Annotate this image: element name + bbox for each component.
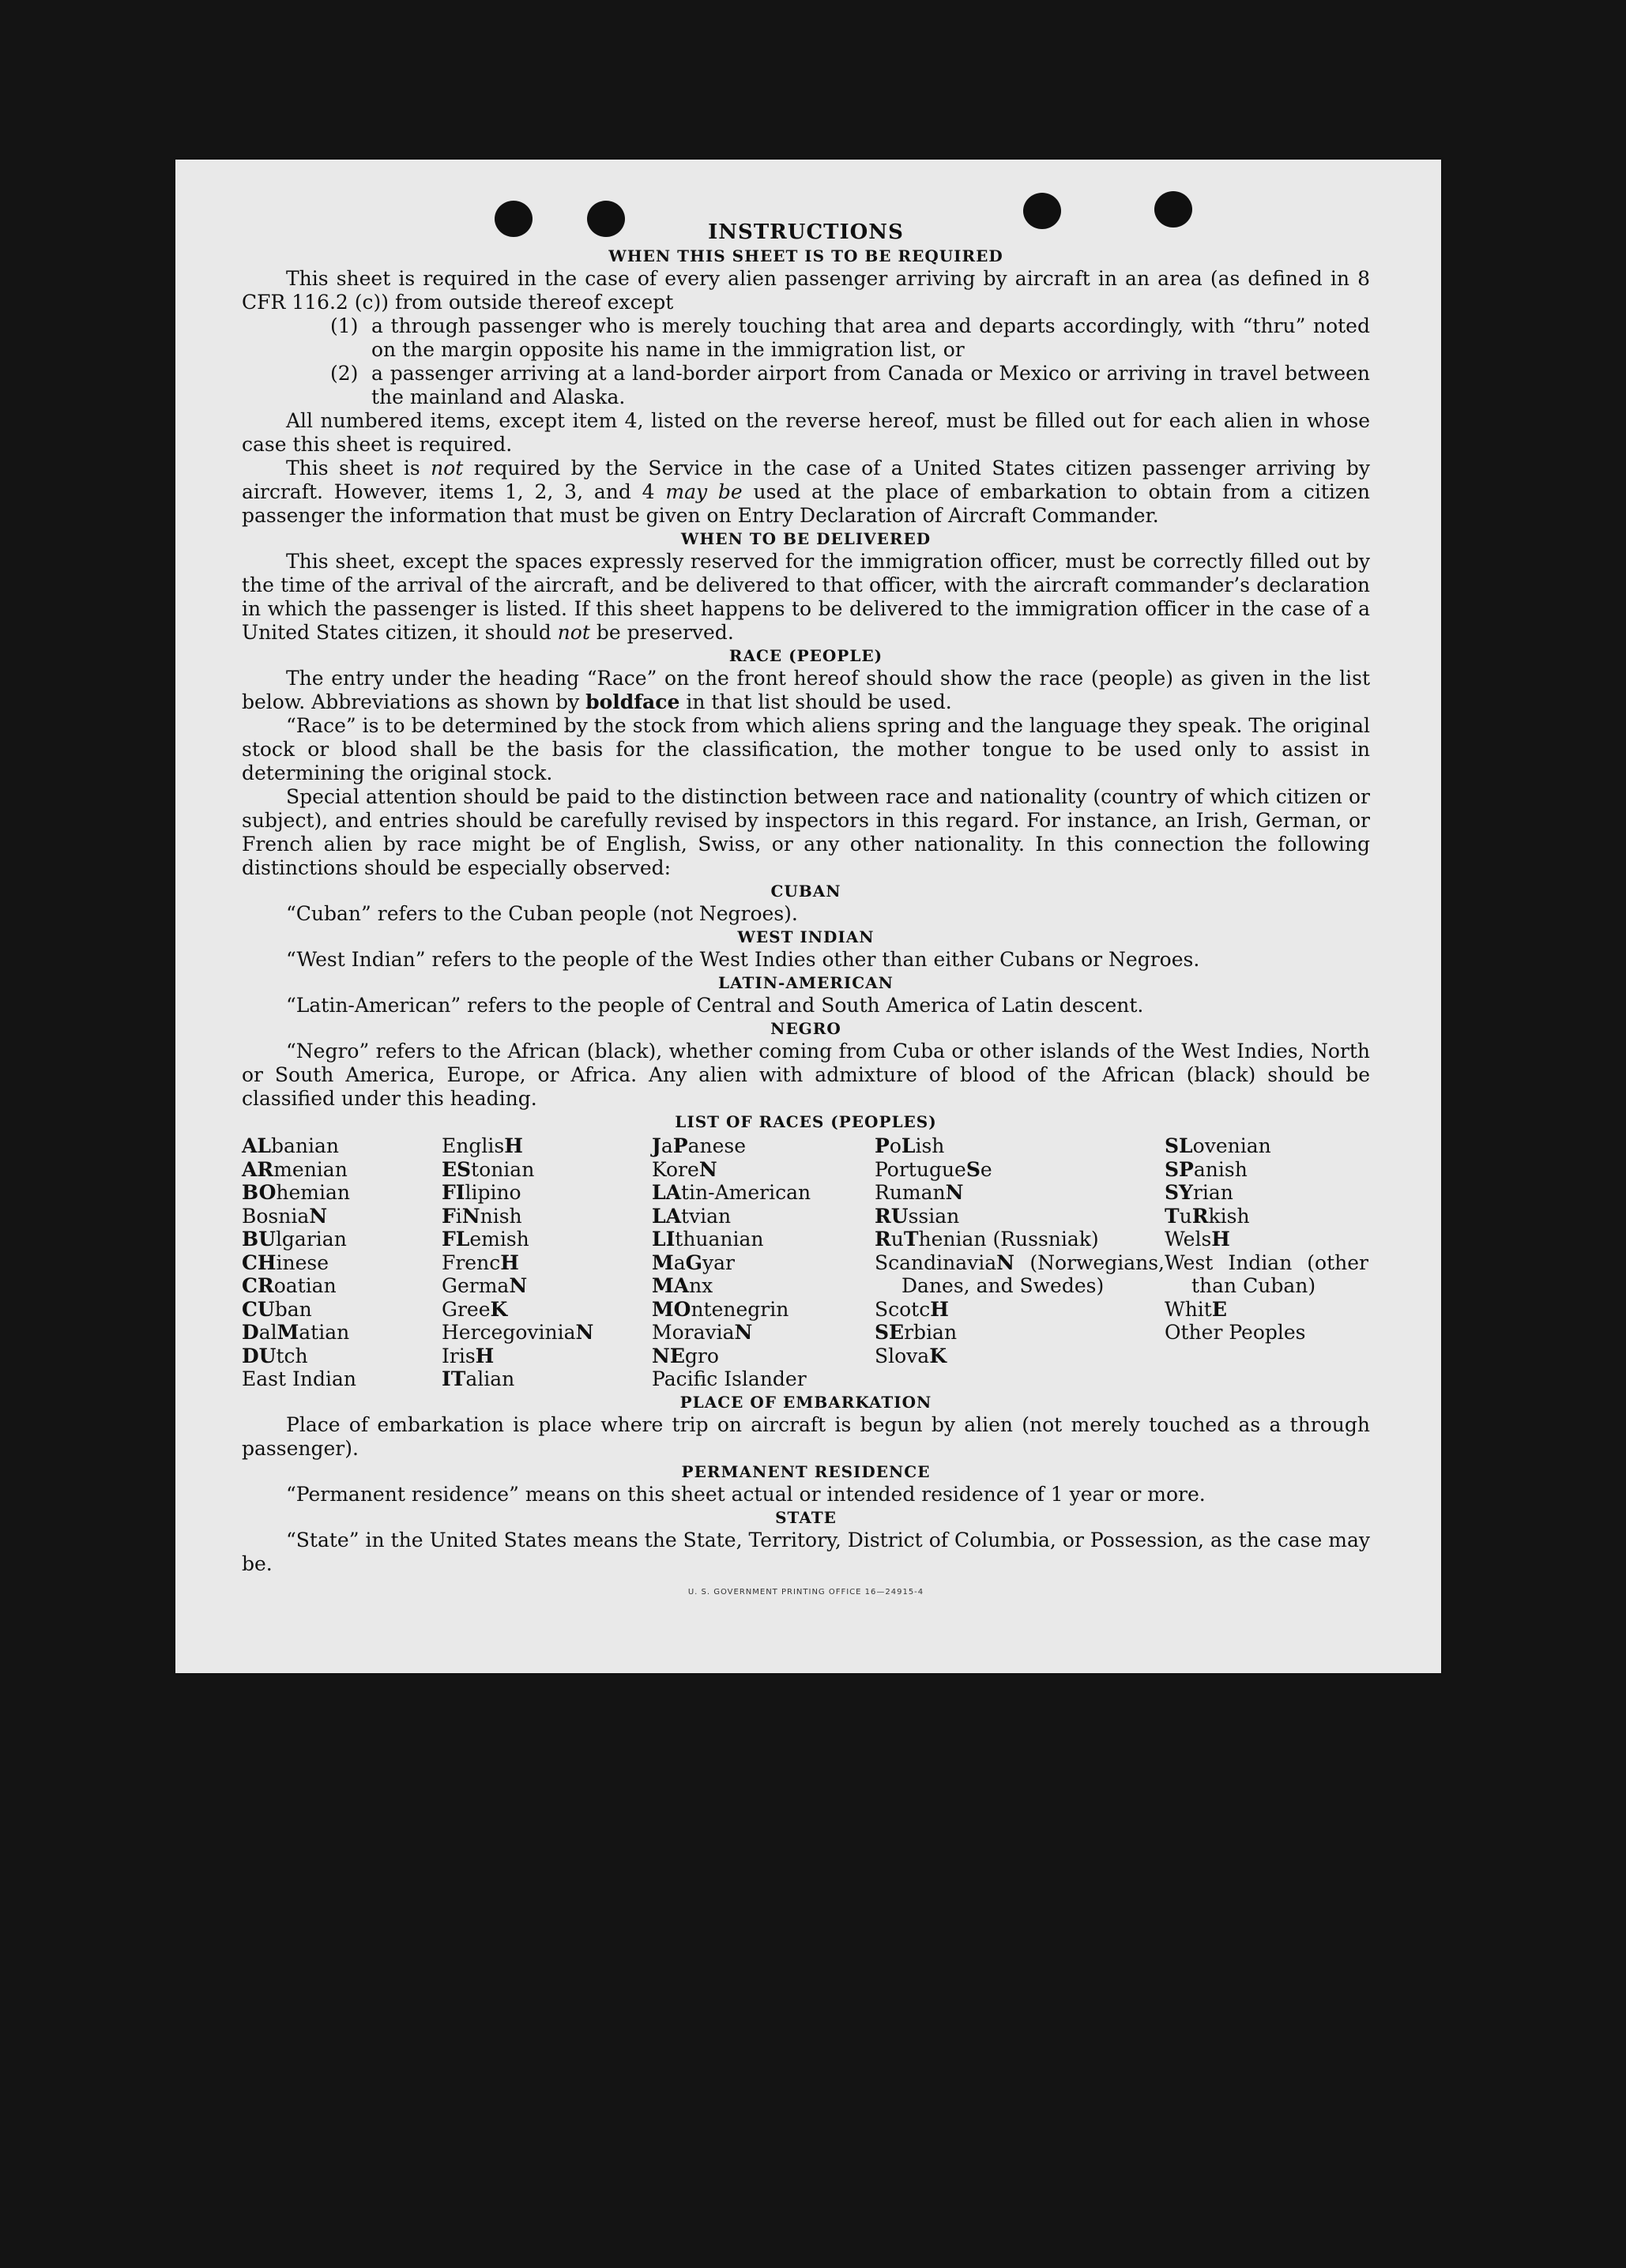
- race-entry: BosniaN: [242, 1204, 328, 1228]
- race-entry: CUban: [242, 1297, 312, 1321]
- page-title: INSTRUCTIONS: [708, 220, 904, 244]
- paragraph: This sheet is not required by the Service in the case of a United States citizen passenger arriving by aircraft. However, items 1, 2, 3, and 4 may be used at the place of embarkation to obtain from a citizen passenger the information that must be given on Entry Declaration of Aircraft Commander.: [242, 457, 1370, 527]
- race-entry: BOhemian: [242, 1181, 350, 1204]
- heading-state: STATE: [775, 1507, 837, 1527]
- paragraph: “Negro” refers to the African (black), whether coming from Cuba or other islands of the West Indies, North or South America, Europe, or Africa. Any alien with admixture of blood of the African (black) should be classified under this heading.: [242, 1040, 1370, 1110]
- paragraph: “Race” is to be determined by the stock from which aliens spring and the language they speak. The original stock or blood shall be the basis for the classification, the mother tongue to be used only to assist in determining the original stock.: [242, 714, 1370, 784]
- heading-embarkation: PLACE OF EMBARKATION: [679, 1392, 932, 1412]
- paragraph: Place of embarkation is place where trip on aircraft is begun by alien (not merely touched as a through passenger).: [242, 1412, 1370, 1460]
- race-entry: East Indian: [242, 1367, 356, 1390]
- paragraph: The entry under the heading “Race” on the front hereof should show the race (people) as given in the list below. Abbreviations as shown by boldface in that list should be used.: [242, 667, 1370, 713]
- race-entry: FiNnish: [442, 1204, 522, 1228]
- race-entry: LAtin-American: [652, 1181, 811, 1204]
- heading-list-of-races: LIST OF RACES (PEOPLES): [675, 1112, 937, 1131]
- race-entry: RumanN: [875, 1181, 964, 1204]
- race-entry: SlovaK: [875, 1344, 947, 1367]
- race-column: [1165, 1134, 1368, 1391]
- race-entry: MAnx: [652, 1274, 713, 1297]
- race-entry: West Indian (other than Cuban): [1165, 1251, 1368, 1297]
- race-entry: GreeK: [442, 1297, 508, 1321]
- race-entry: FLemish: [442, 1228, 529, 1251]
- document-body: [242, 220, 1370, 1604]
- race-column: [242, 1134, 442, 1391]
- race-list: [242, 1134, 1370, 1391]
- race-entry: Other Peoples: [1165, 1321, 1306, 1344]
- heading-race: RACE (PEOPLE): [728, 646, 883, 665]
- race-entry: ALbanian: [242, 1134, 339, 1157]
- paragraph: “West Indian” refers to the people of the West Indies other than either Cubans or Negroes.: [286, 948, 1200, 971]
- race-column: [442, 1134, 652, 1391]
- race-entry: Pacific Islander: [652, 1367, 807, 1390]
- paragraph: This sheet, except the spaces expressly reserved for the immigration officer, must be correctly filled out by the time of the arrival of the aircraft, and be delivered to that officer, with the aircraft commander’s declaration in which the passenger is listed. If this sheet happens to be delivered to the immigration officer in the case of a United States citizen, it should not be preserved.: [242, 550, 1370, 644]
- punch-hole: [1023, 193, 1061, 229]
- race-column: [875, 1134, 1165, 1391]
- race-entry: JaPanese: [652, 1134, 746, 1157]
- race-column: [652, 1134, 875, 1391]
- heading-west-indian: WEST INDIAN: [737, 927, 875, 946]
- heading-negro: NEGRO: [770, 1019, 841, 1038]
- paragraph: “Latin-American” refers to the people of Central and South America of Latin descent.: [286, 994, 1144, 1017]
- paragraph: “State” in the United States means the State, Territory, District of Columbia, or Possession, as the case may be.: [242, 1528, 1370, 1575]
- instruction-sheet: [175, 160, 1441, 1673]
- list-item: [330, 314, 1370, 362]
- punch-hole: [1154, 191, 1192, 228]
- race-entry: GermaN: [442, 1274, 528, 1297]
- race-entry: BUlgarian: [242, 1228, 347, 1251]
- race-entry: NEgro: [652, 1344, 719, 1367]
- race-entry: WelsH: [1165, 1228, 1230, 1251]
- race-entry: SYrian: [1165, 1181, 1233, 1204]
- paragraph: All numbered items, except item 4, listed on the reverse hereof, must be filled out for each alien in whose case this sheet is required.: [242, 409, 1370, 456]
- race-entry: ScandinaviaN (Norwegians, Danes, and Swedes): [875, 1251, 1165, 1297]
- race-entry: RUssian: [875, 1204, 960, 1228]
- punch-hole: [495, 201, 533, 237]
- item-text: a passenger arriving at a land-border airport from Canada or Mexico or arriving in travel between the mainland and Alaska.: [371, 362, 1370, 408]
- printing-office-imprint: U. S. GOVERNMENT PRINTING OFFICE 16—24915-4: [687, 1587, 924, 1597]
- heading-residence: PERMANENT RESIDENCE: [681, 1461, 931, 1481]
- race-entry: SErbian: [875, 1321, 958, 1344]
- paragraph: This sheet is required in the case of every alien passenger arriving by aircraft in an area (as defined in 8 CFR 116.2 (c)) from outside thereof except: [242, 267, 1370, 314]
- race-entry: SPanish: [1165, 1157, 1248, 1181]
- race-entry: PoLish: [875, 1134, 945, 1157]
- race-entry: EStonian: [442, 1157, 535, 1181]
- race-entry: CHinese: [242, 1251, 329, 1274]
- race-entry: MaGyar: [652, 1251, 735, 1274]
- heading-latin-american: LATIN-AMERICAN: [718, 973, 894, 992]
- race-entry: CRoatian: [242, 1274, 337, 1297]
- heading-required: WHEN THIS SHEET IS TO BE REQUIRED: [608, 246, 1003, 265]
- paragraph: “Permanent residence” means on this sheet actual or intended residence of 1 year or more.: [286, 1482, 1206, 1506]
- race-entry: ITalian: [442, 1367, 515, 1390]
- list-item: [330, 362, 1370, 409]
- race-entry: ARmenian: [242, 1157, 348, 1181]
- race-entry: ScotcH: [875, 1297, 949, 1321]
- punch-hole: [587, 201, 625, 237]
- race-entry: EnglisH: [442, 1134, 523, 1157]
- race-entry: DalMatian: [242, 1321, 350, 1344]
- race-entry: LIthuanian: [652, 1228, 764, 1251]
- item-text: a through passenger who is merely touching that area and departs accordingly, with “thru” noted on the margin opposite his name in the immigration list, or: [371, 314, 1370, 361]
- race-entry: MOntenegrin: [652, 1297, 789, 1321]
- race-entry: FIlipino: [442, 1181, 521, 1204]
- race-entry: LAtvian: [652, 1204, 732, 1228]
- heading-delivered: WHEN TO BE DELIVERED: [680, 529, 932, 548]
- race-entry: KoreN: [652, 1157, 717, 1181]
- race-entry: IrisH: [442, 1344, 495, 1367]
- race-entry: SLovenian: [1165, 1134, 1271, 1157]
- heading-cuban: CUBAN: [770, 882, 841, 901]
- race-entry: PortugueSe: [875, 1157, 992, 1181]
- race-entry: HercegoviniaN: [442, 1321, 594, 1344]
- paragraph: “Cuban” refers to the Cuban people (not Negroes).: [286, 902, 798, 925]
- race-entry: FrencH: [442, 1251, 519, 1274]
- race-entry: DUtch: [242, 1344, 308, 1367]
- race-entry: WhitE: [1165, 1297, 1227, 1321]
- item-number: (2): [330, 362, 359, 385]
- race-entry: MoraviaN: [652, 1321, 753, 1344]
- race-entry: RuThenian (Russniak): [875, 1228, 1099, 1251]
- item-number: (1): [330, 314, 359, 337]
- race-entry: TuRkish: [1165, 1204, 1250, 1228]
- paragraph: Special attention should be paid to the distinction between race and nationality (country of which citizen or subject), and entries should be carefully revised by inspectors in this regard. For instance, an Irish, German, or French alien by race might be of English, Swiss, or any other nationality. In this connection the following distinctions should be especially observed:: [242, 785, 1370, 879]
